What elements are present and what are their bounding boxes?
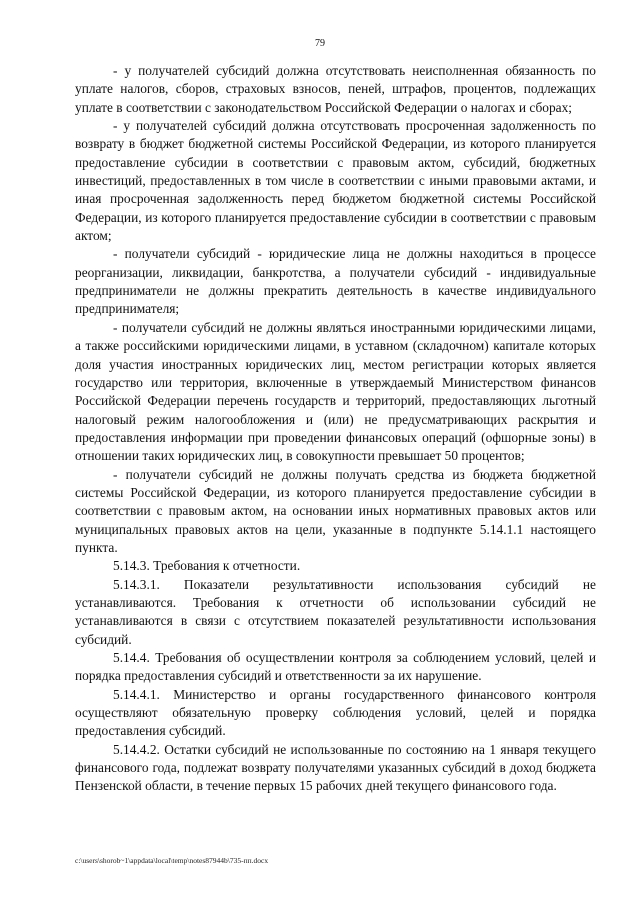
- paragraph-subsidy-balances: 5.14.4.2. Остатки субсидий не использованные по состоянию на 1 января текущего финансового года, подлежат возврату получателями указанных субсидий в доход бюджета Пензенской области, в течение первых 15 рабочих дней текущего финансового года.: [75, 741, 596, 794]
- paragraph-foreign-entities: - получатели субсидий не должны являться иностранными юридическими лицами, а также российскими юридическими лицами, в уставном (складочном) капитале которых доля участия иностранных юридических лиц, местом регистрации которых является государство или территория, включенные в утверждаемый Министерством финансов Российской Федерации перечень государств и территорий, предоставляющих льготный налоговый режим налогообложения и (или) не предусматривающих раскрытия и предоставления информации при проведении финансовых операций (офшорные зоны) в отношении таких юридических лиц, в совокупности превышает 50 процентов;: [75, 319, 596, 464]
- paragraph-other-funds: - получатели субсидий не должны получать средства из бюджета бюджетной системы Российской Федерации, из которого планируется предоставление субсидии в соответствии с правовым актом, на основании иных нормативных правовых актов или муниципальных правовых актов на цели, указанные в подпункте 5.14.1.1 настоящего пункта.: [75, 466, 596, 555]
- document-body: [75, 62, 596, 796]
- paragraph-overdue-debt: - у получателей субсидий должна отсутствовать просроченная задолженность по возврату в бюджет бюджетной системы Российской Федерации, из которого планируется предоставление субсидии в соответствии с правовым актом, субсидий, бюджетных инвестиций, предоставленных в том числе в соответствии с иными правовыми актами, и иная просроченная задолженность перед бюджетом бюджетной системы Российской Федерации, из которого планируется предоставление субсидии в соответствии с правовым актом;: [75, 118, 596, 244]
- paragraph-performance-indicators: 5.14.3.1. Показатели результативности использования субсидий не устанавливаются. Требования к отчетности об использовании субсидий не устанавливаются в связи с отсутствием показателей результативности использования субсидий.: [75, 576, 596, 647]
- paragraph-reporting-requirements: 5.14.3. Требования к отчетности.: [113, 558, 301, 574]
- paragraph-tax-obligation: - у получателей субсидий должна отсутствовать неисполненная обязанность по уплате налогов, сборов, страховых взносов, пеней, штрафов, процентов, подлежащих уплате в соответствии с законодательством Российской Федерации о налогах и сборах;: [75, 63, 596, 115]
- paragraph-ministry-inspection: 5.14.4.1. Министерство и органы государственного финансового контроля осуществляют обязательную проверку соблюдения условий, целей и порядка предоставления субсидий.: [75, 686, 596, 739]
- footer-file-path: c:\users\shorob~1\appdata\local\temp\notes87944b\735-пп.docx: [75, 856, 269, 865]
- page-number: 79: [315, 38, 325, 49]
- paragraph-control-requirements: 5.14.4. Требования об осуществлении контроля за соблюдением условий, целей и порядка предоставления субсидий и ответственности за их нарушение.: [75, 650, 596, 684]
- paragraph-reorganization: - получатели субсидий - юридические лица не должны находиться в процессе реорганизации, ликвидации, банкротства, а получатели субсидий - индивидуальные предприниматели не должны прекратить деятельность в качестве индивидуального предпринимателя;: [75, 246, 596, 317]
